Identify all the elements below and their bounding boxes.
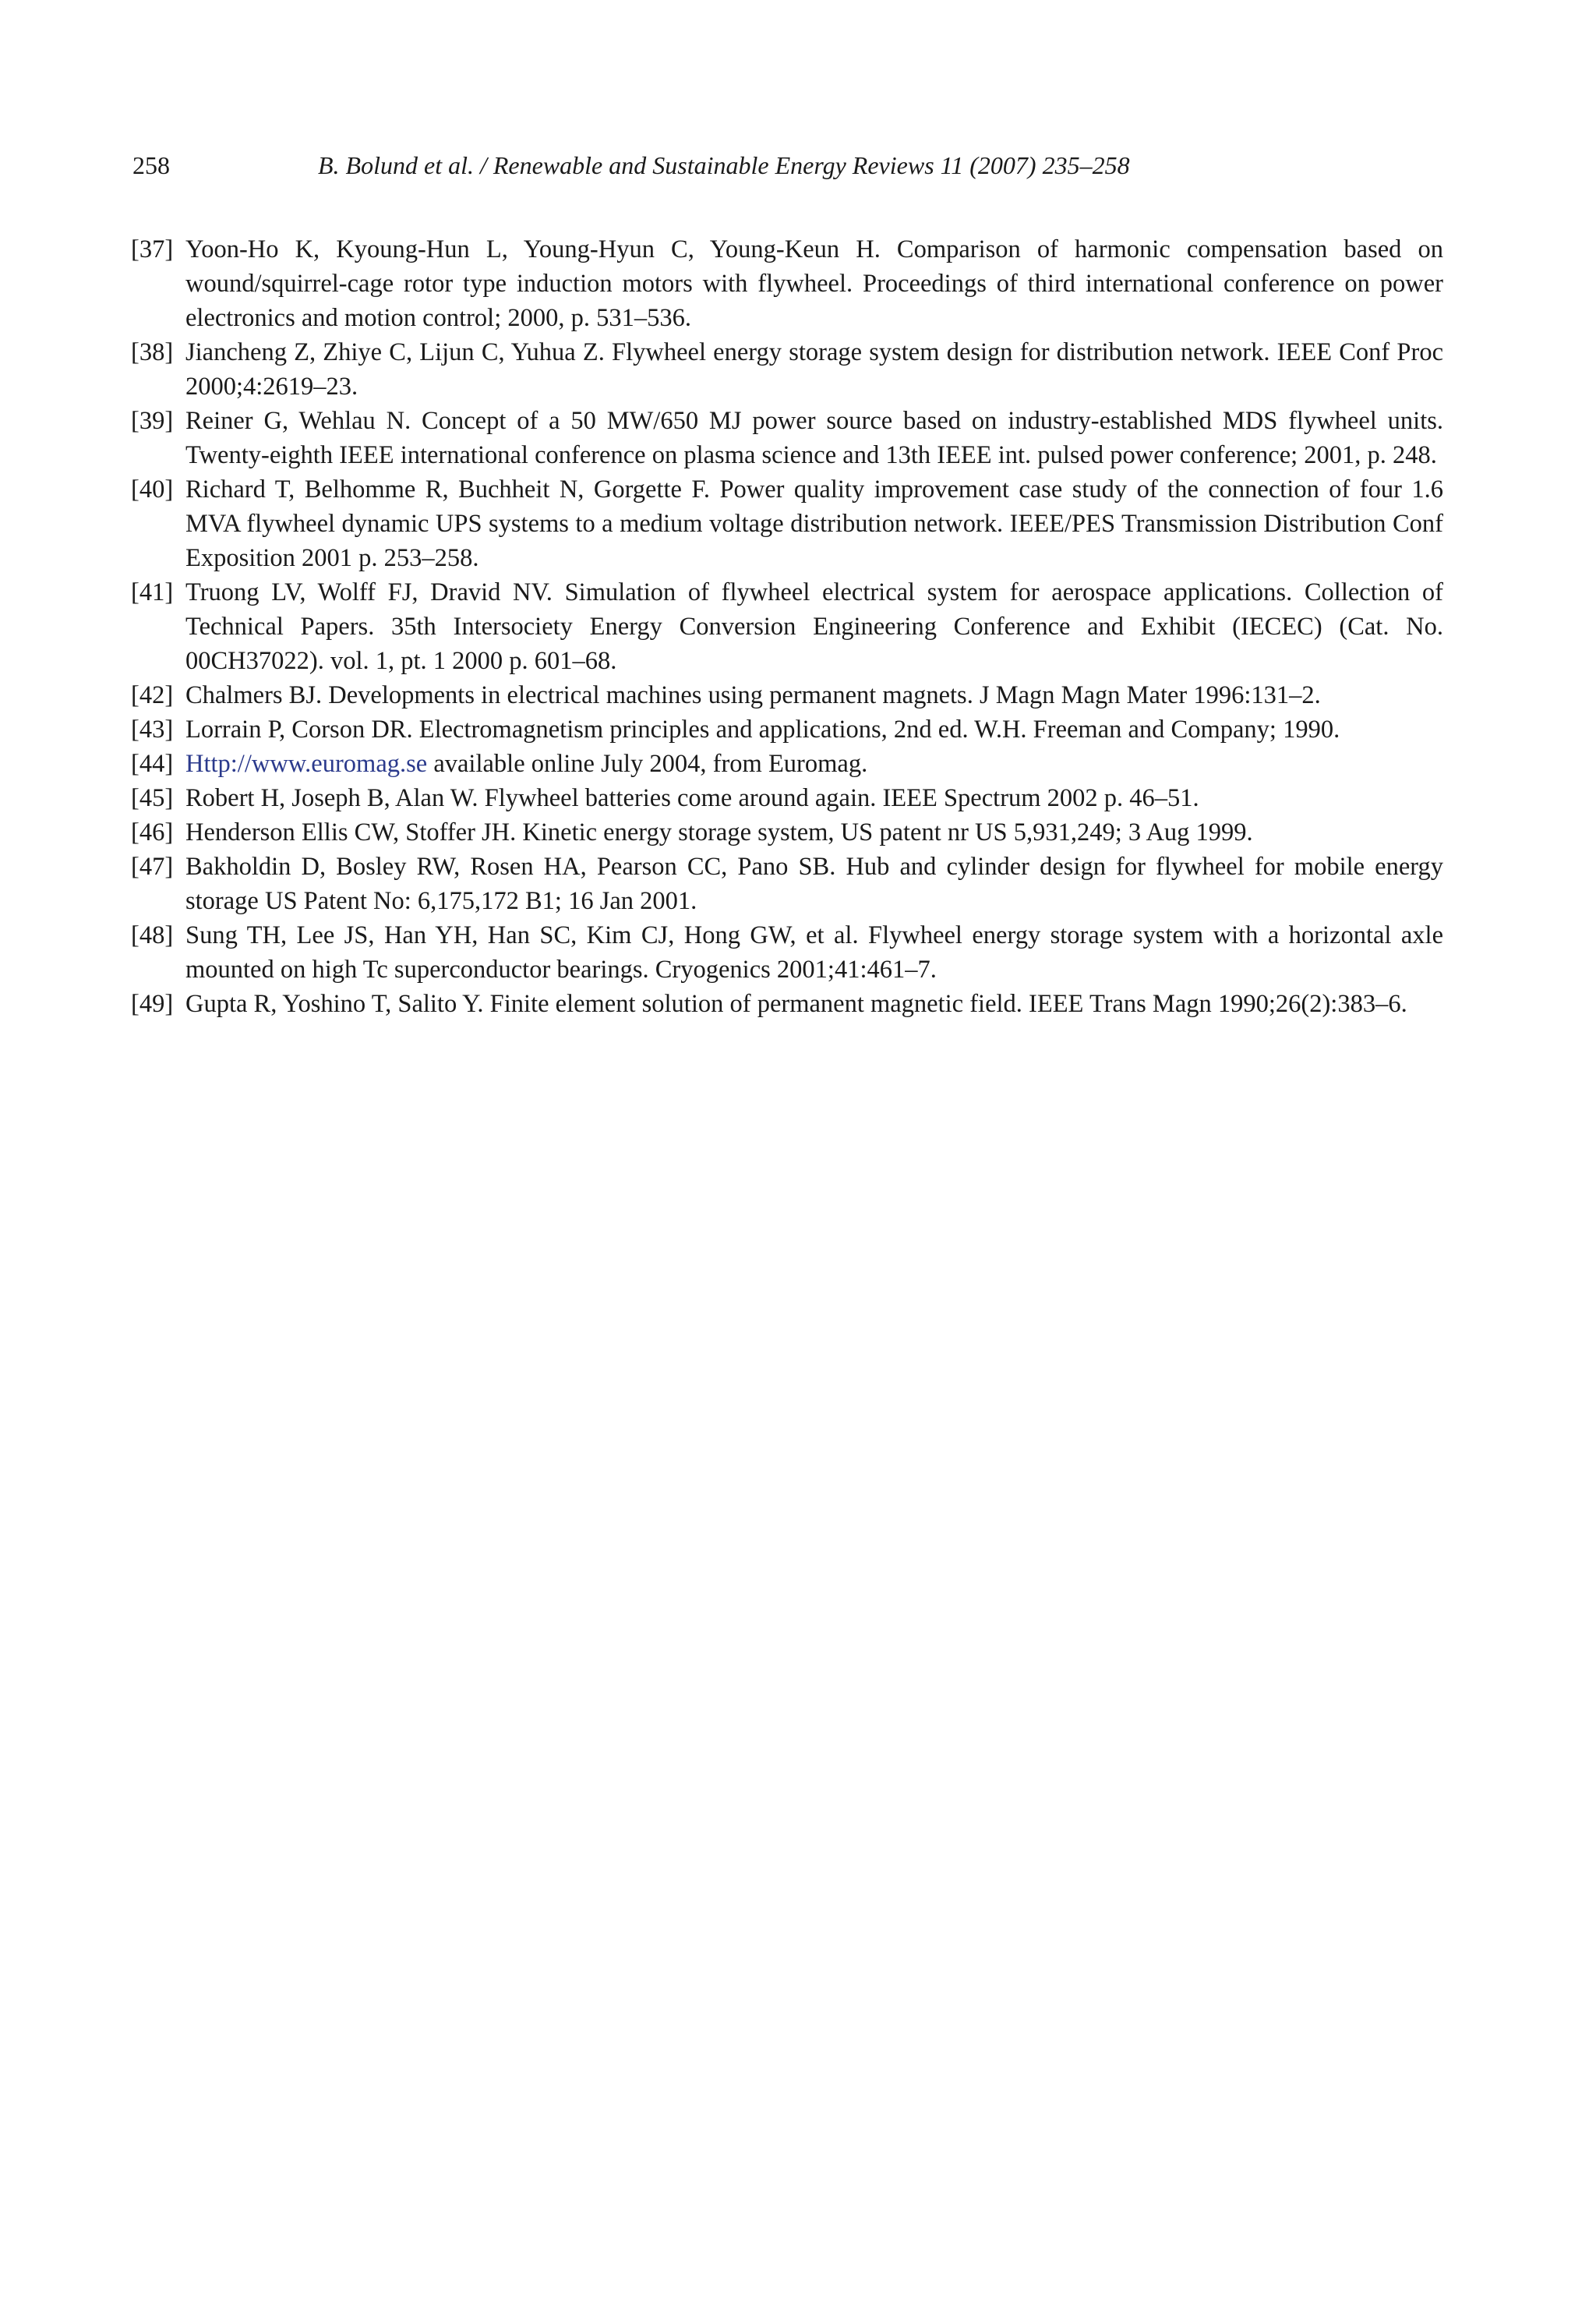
reference-text: Jiancheng Z, Zhiye C, Lijun C, Yuhua Z. Flywheel energy storage system design for distribution network. IEEE Conf Proc 2000;4:2619–23. <box>185 338 1443 401</box>
reference-number: [44] <box>131 750 174 778</box>
reference-number: [40] <box>131 475 174 504</box>
reference-text: Lorrain P, Corson DR. Electromagnetism principles and applications, 2nd ed. W.H. Freeman and Company; 1990. <box>185 716 1340 744</box>
journal-citation: B. Bolund et al. / Renewable and Sustainable Energy Reviews 11 (2007) 235–258 <box>318 151 1130 179</box>
reference-item <box>131 850 1443 918</box>
reference-number: [48] <box>131 921 174 949</box>
reference-text: Henderson Ellis CW, Stoffer JH. Kinetic energy storage system, US patent nr US 5,931,249; 3 Aug 1999. <box>185 818 1253 846</box>
reference-item <box>131 747 1443 781</box>
reference-text: Sung TH, Lee JS, Han YH, Han SC, Kim CJ, Hong GW, et al. Flywheel energy storage system with a horizontal axle mounted on high Tc superconductor bearings. Cryogenics 2001;41:461–7. <box>185 921 1443 984</box>
reference-text: Truong LV, Wolff FJ, Dravid NV. Simulation of flywheel electrical system for aerospace applications. Collection of Technical Papers. 35th Intersociety Energy Conversion Engineering Conference and Exhibit (IECEC) (Cat. No. 00CH37022). vol. 1, pt. 1 2000 p. 601–68. <box>185 578 1443 675</box>
reference-item <box>131 781 1443 815</box>
euromag-link[interactable]: Http://www.euromag.se <box>185 750 428 778</box>
reference-text: Chalmers BJ. Developments in electrical machines using permanent magnets. J Magn Magn Mater 1996:131–2. <box>185 681 1321 709</box>
reference-text: Yoon-Ho K, Kyoung-Hun L, Young-Hyun C, Young-Keun H. Comparison of harmonic compensation based on wound/squirrel-cage rotor type induction motors with flywheel. Proceedings of third international conference on power electronics and motion control; 2000, p. 531–536. <box>185 235 1443 332</box>
reference-number: [47] <box>131 853 174 881</box>
reference-number: [37] <box>131 235 174 263</box>
reference-item <box>131 678 1443 712</box>
reference-item <box>131 472 1443 575</box>
reference-text: available online July 2004, from Euromag. <box>427 750 868 778</box>
reference-item <box>131 232 1443 335</box>
reference-number: [39] <box>131 407 174 435</box>
reference-text: Richard T, Belhomme R, Buchheit N, Gorgette F. Power quality improvement case study of the connection of four 1.6 MVA flywheel dynamic UPS systems to a medium voltage distribution network. IEEE/PES Transmission Distribution Conf Exposition 2001 p. 253–258. <box>185 475 1443 572</box>
reference-item <box>131 575 1443 678</box>
reference-item <box>131 712 1443 747</box>
reference-item <box>131 404 1443 472</box>
reference-text: Robert H, Joseph B, Alan W. Flywheel batteries come around again. IEEE Spectrum 2002 p. 46–51. <box>185 784 1199 812</box>
reference-item <box>131 918 1443 987</box>
running-header <box>132 148 1442 182</box>
reference-number: [49] <box>131 990 174 1018</box>
reference-number: [46] <box>131 818 174 846</box>
reference-number: [45] <box>131 784 174 812</box>
reference-text: Gupta R, Yoshino T, Salito Y. Finite element solution of permanent magnetic field. IEEE Trans Magn 1990;26(2):383–6. <box>185 990 1407 1018</box>
reference-item <box>131 335 1443 404</box>
page-number: 258 <box>132 151 170 179</box>
reference-number: [41] <box>131 578 174 606</box>
reference-text: Bakholdin D, Bosley RW, Rosen HA, Pearson CC, Pano SB. Hub and cylinder design for flywheel for mobile energy storage US Patent No: 6,175,172 B1; 16 Jan 2001. <box>185 853 1443 915</box>
reference-number: [42] <box>131 681 174 709</box>
reference-number: [38] <box>131 338 174 366</box>
reference-item <box>131 815 1443 850</box>
reference-number: [43] <box>131 716 174 744</box>
reference-item <box>131 987 1443 1021</box>
reference-list <box>131 232 1443 1021</box>
reference-text: Reiner G, Wehlau N. Concept of a 50 MW/650 MJ power source based on industry-established MDS flywheel units. Twenty-eighth IEEE international conference on plasma science and 13th IEEE int. pulsed power conference; 2001, p. 248. <box>185 407 1443 469</box>
